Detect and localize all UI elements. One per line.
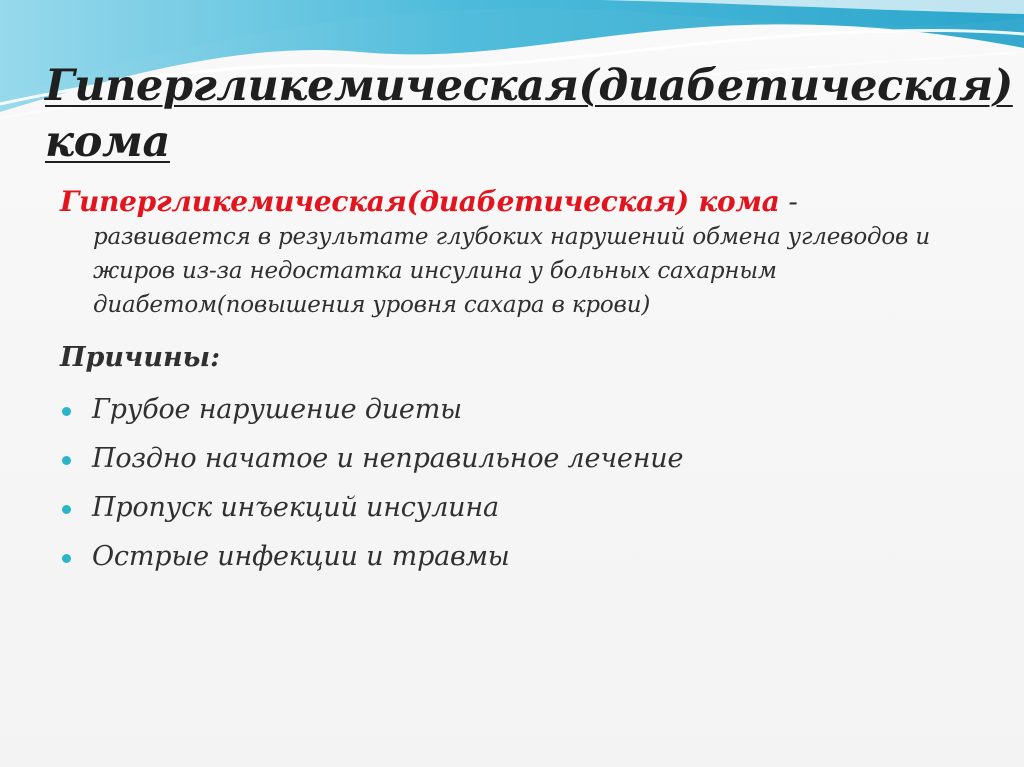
cause-text: Грубое нарушение диеты	[92, 394, 462, 425]
slide-title: Гипергликемическая(диабетическая) кома	[45, 61, 1013, 167]
list-item	[60, 488, 960, 537]
list-item	[60, 390, 960, 439]
list-item	[60, 537, 960, 586]
cause-text: Пропуск инъекций инсулина	[92, 492, 499, 523]
definition-block	[60, 184, 990, 322]
definition-text: развивается в результате глубоких нарушений обмена углеводов и жиров из-за недостатка инсулина у больных сахарным диабетом(повышения уровня сахара в крови)	[93, 224, 930, 318]
bullet-dot-icon	[62, 505, 71, 514]
causes-heading: Причины:	[60, 342, 221, 373]
definition-term: Гипергликемическая(диабетическая) кома	[60, 185, 780, 218]
bullet-dot-icon	[62, 456, 71, 465]
bullet-dot-icon	[62, 407, 71, 416]
bullet-dot-icon	[62, 554, 71, 563]
causes-list	[60, 390, 960, 586]
definition-dash: -	[779, 185, 798, 218]
cause-text: Поздно начатое и неправильное лечение	[92, 443, 684, 474]
cause-text: Острые инфекции и травмы	[92, 541, 510, 572]
list-item	[60, 439, 960, 488]
